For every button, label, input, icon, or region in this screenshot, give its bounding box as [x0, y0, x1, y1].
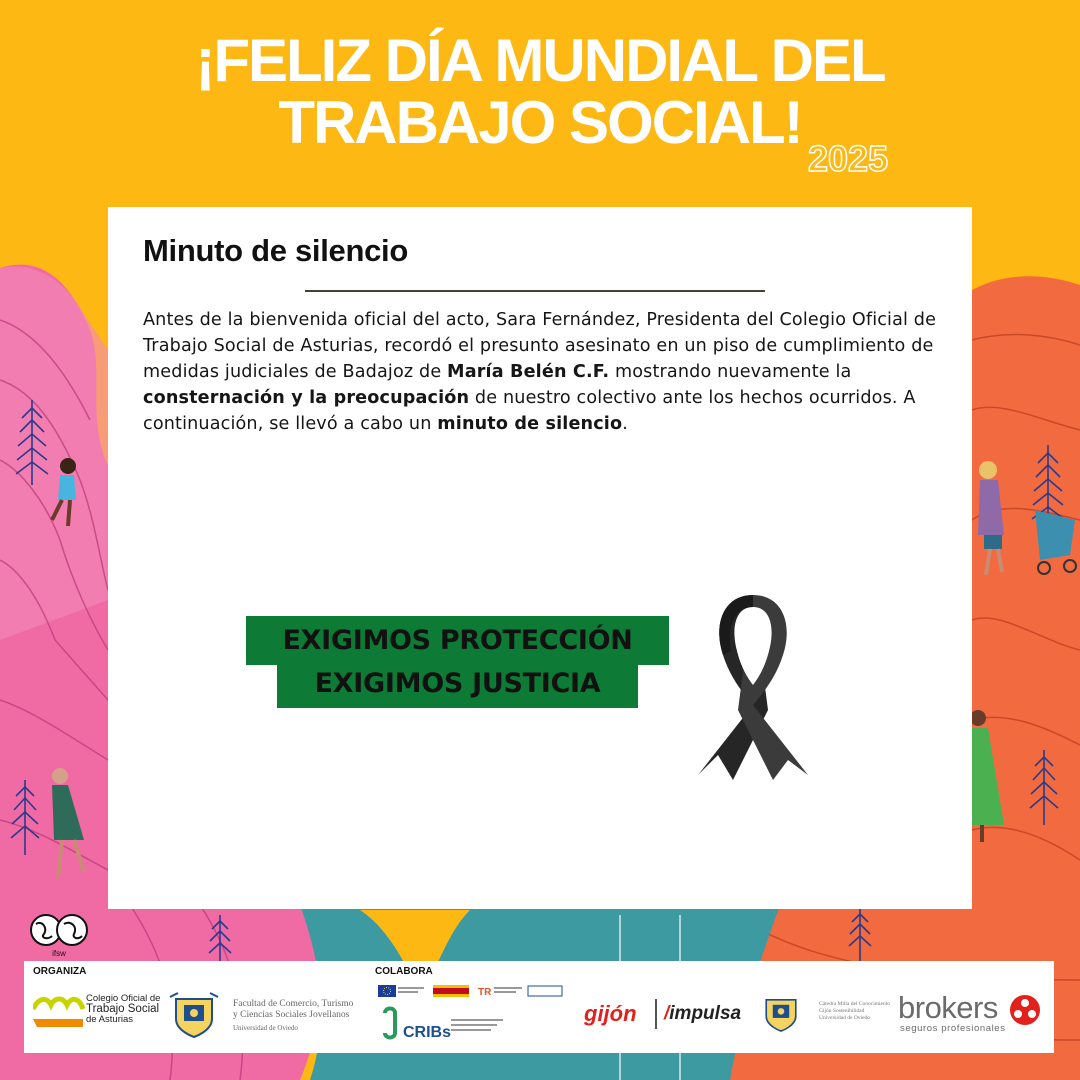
body-text-1: Antes de la bienvenida oficial del acto, Sara Fernández, Presidenta del Colegio Oficial de Trabajo Social de Asturias, recordó el presunto asesinato en un piso de cumplimiento de medidas judiciales de Badajoz de — [143, 310, 937, 382]
catedra-name — [819, 1001, 894, 1022]
catedra-line-2: Gijón Sostenibilidad — [819, 1008, 865, 1014]
brokers-logo: brokers — [898, 990, 998, 1025]
facultad-name — [233, 999, 363, 1034]
facultad-line-1: Facultad de Comercio, Turismo — [233, 999, 354, 1009]
logo-separator — [655, 999, 657, 1029]
body-bold-consternation: consternación y la preocupación — [143, 388, 470, 408]
cribs-logo-icon — [381, 1005, 511, 1043]
body-text-3: de nuestro colectivo ante los hechos ocurridos. A continuación, se llevó a cabo un — [143, 388, 916, 434]
headline — [0, 27, 1080, 156]
cribs-label: CRIBs — [403, 1024, 452, 1041]
brokers-tagline: seguros profesionales — [900, 1023, 1006, 1034]
content-card — [108, 207, 972, 909]
body-bold-name: María Belén C.F. — [447, 362, 610, 382]
cots-name — [86, 994, 176, 1025]
card-title: Minuto de silencio — [143, 233, 409, 268]
slogan-justice: EXIGIMOS JUSTICIA — [277, 658, 638, 708]
impulsa-label: impulsa — [669, 1003, 742, 1024]
body-text-2: mostrando nuevamente la — [609, 362, 852, 382]
facultad-line-2: y Ciencias Sociales Jovellanos — [233, 1010, 350, 1020]
cots-line-3: de Asturias — [86, 1014, 133, 1025]
cots-line-1: Colegio Oficial de — [86, 993, 161, 1004]
black-ribbon-icon — [673, 585, 833, 785]
impulsa-slash-icon: / — [664, 1003, 670, 1024]
title-divider — [305, 290, 765, 292]
gijon-logo: gijón — [584, 1001, 637, 1026]
facultad-line-3: Universidad de Oviedo — [233, 1024, 298, 1032]
svg-text:TR: TR — [478, 987, 492, 998]
cots-line-2: Trabajo Social — [86, 1003, 160, 1015]
headline-line-1: ¡FELIZ DÍA MUNDIAL DEL — [195, 27, 885, 94]
brokers-mark-icon — [1009, 994, 1041, 1026]
impulsa-logo — [664, 1003, 741, 1025]
body-text-4: . — [622, 414, 628, 434]
catedra-line-1: Cátedra Milla del Conocimiento — [819, 1001, 891, 1007]
ifsw-label: ifsw — [52, 949, 66, 958]
organiza-label: ORGANIZA — [33, 966, 87, 977]
funding-logos-icon — [378, 983, 578, 1001]
catedra-line-3: Universidad de Oviedo — [819, 1015, 871, 1021]
sponsor-logo-bar — [24, 961, 1054, 1053]
body-bold-minute: minuto de silencio — [437, 414, 623, 434]
slogan-protection: EXIGIMOS PROTECCIÓN — [246, 616, 669, 665]
card-body — [143, 307, 955, 437]
colabora-label: COLABORA — [375, 966, 433, 977]
headline-line-2: TRABAJO SOCIAL! — [278, 89, 802, 156]
ifsw-logo-icon — [26, 910, 92, 958]
catedra-shield-icon — [758, 993, 804, 1033]
university-shield-icon — [166, 991, 222, 1039]
year-label: 2025 — [808, 138, 889, 179]
